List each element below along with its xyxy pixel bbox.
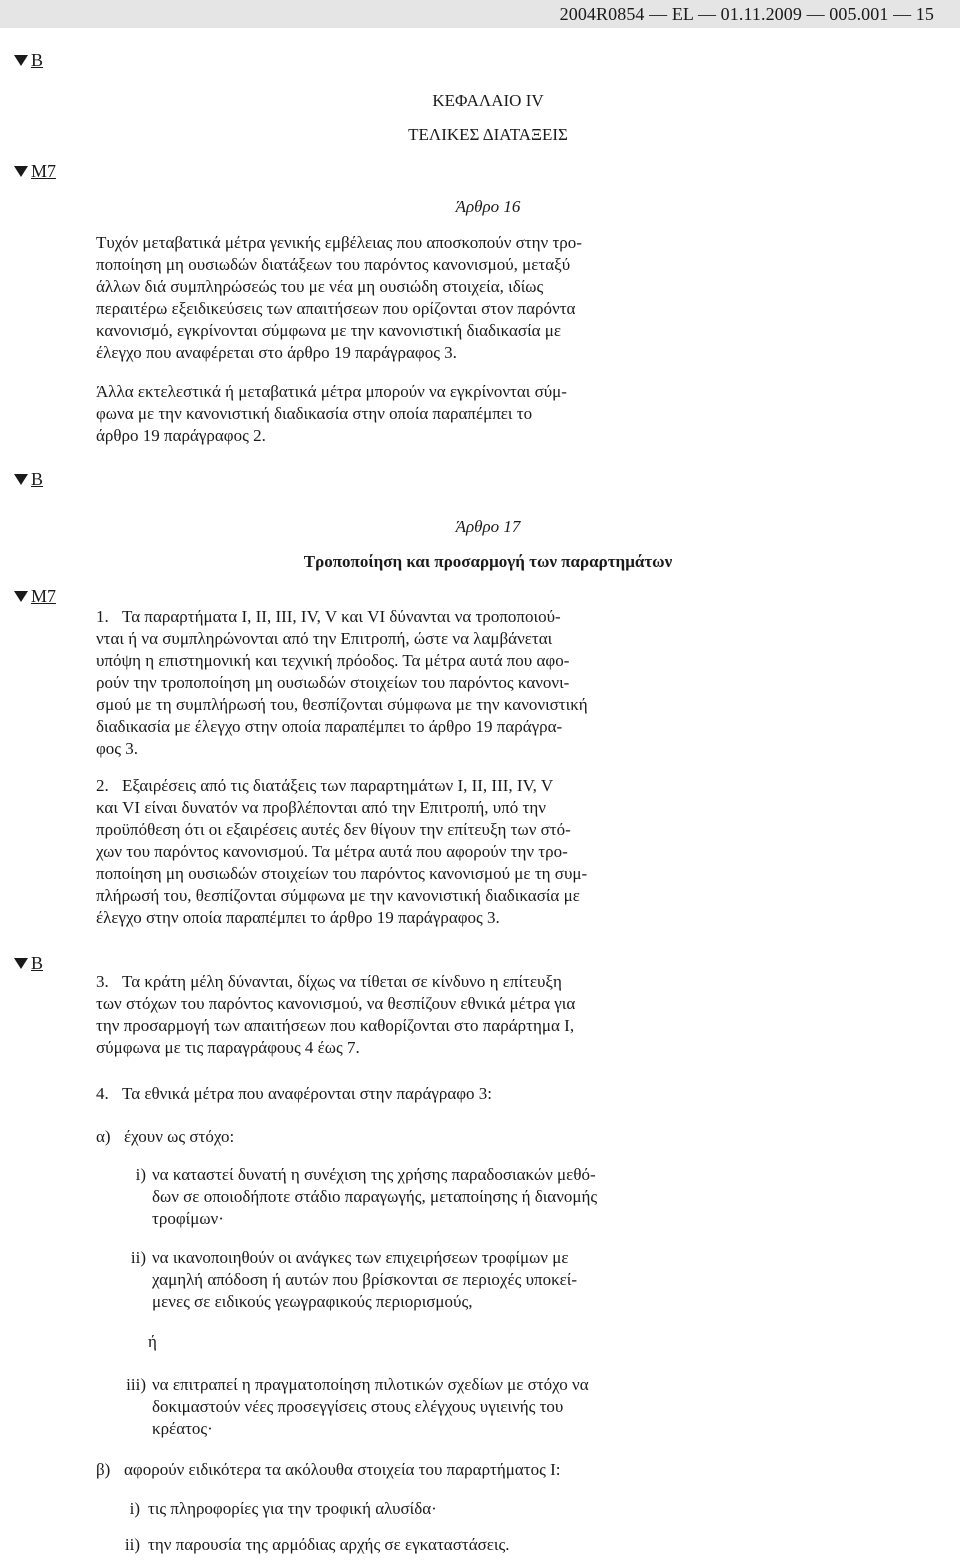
text-line: νται ή να συμπληρώνονται από την Επιτροπή, ώστε να λαμβάνεται: [96, 629, 553, 648]
list-label-i: i): [135, 1165, 146, 1184]
list-label-iii: iii): [126, 1375, 146, 1394]
text-line: πλήρωσή του, θεσπίζονται σύμφωνα με την κανονιστική διαδικασία με: [96, 886, 580, 905]
text-line: σμού με τη συμπλήρωσή του, θεσπίζονται σύμφωνα με την κανονιστική: [96, 695, 588, 714]
text-line: άρθρο 19 παράγραφος 2.: [96, 426, 266, 445]
text-line: Τα εθνικά μέτρα που αναφέρονται στην παράγραφο 3:: [122, 1084, 493, 1103]
article-16-paragraph-2: [96, 381, 880, 447]
text-line: έλεγχο στην οποία παραπέμπει το άρθρο 19 παράγραφος 3.: [96, 908, 500, 927]
text-line: φωνα με την κανονιστική διαδικασία στην οποία παραπέμπει το: [96, 404, 533, 423]
list-label-a: α): [96, 1127, 111, 1146]
text-line: Τυχόν μεταβατικά μέτρα γενικής εμβέλειας που αποσκοπούν στην τρο-: [96, 233, 582, 252]
article-17-title: Τροποποίηση και προσαρμογή των παραρτημάτων: [303, 552, 673, 571]
list-label-b-ii: ii): [124, 1535, 140, 1554]
list-item-b-ii: την παρουσία της αρμόδιας αρχής σε εγκαταστάσεις.: [148, 1535, 510, 1554]
text-line: Άλλα εκτελεστικά ή μεταβατικά μέτρα μπορούν να εγκρίνονται σύμ-: [96, 382, 567, 401]
triangle-down-icon: [14, 166, 28, 177]
paragraph-number: 1.: [96, 607, 109, 626]
text-line: μενες σε ειδικούς γεωγραφικούς περιορισμούς,: [152, 1292, 473, 1311]
page-header: [0, 0, 960, 28]
triangle-down-icon: [14, 958, 28, 969]
text-line: προϋπόθεση ότι οι εξαιρέσεις αυτές δεν θίγουν την επίτευξη των στό-: [96, 820, 571, 839]
amendment-marker-b: B: [14, 952, 43, 974]
text-line: ποποίηση μη ουσιωδών στοιχείων του παρόντος κανονισμού με τη συμ-: [96, 864, 588, 883]
text-line: να ικανοποιηθούν οι ανάγκες των επιχειρήσεων τροφίμων με: [152, 1248, 569, 1267]
list-text-b: αφορούν ειδικότερα τα ακόλουθα στοιχεία του παραρτήματος I:: [124, 1460, 561, 1479]
list-item-i: [152, 1164, 880, 1230]
text-line: χων του παρόντος κανονισμού. Τα μέτρα αυτά που αφορούν την τρο-: [96, 842, 568, 861]
amendment-marker-m7: M7: [14, 160, 56, 182]
list-text-a: έχουν ως στόχο:: [124, 1127, 235, 1146]
text-line: τροφίμων·: [152, 1209, 224, 1228]
article-17-heading: Άρθρο 17: [455, 517, 521, 536]
text-line: Εξαιρέσεις από τις διατάξεις των παραρτημάτων I, II, III, IV, V: [122, 776, 554, 795]
paragraph-number: 4.: [96, 1084, 109, 1103]
text-line: διαδικασία με έλεγχο στην οποία παραπέμπει το άρθρο 19 παράγρα-: [96, 717, 563, 736]
text-line: να επιτραπεί η πραγματοποίηση πιλοτικών σχεδίων με στόχο να: [152, 1375, 589, 1394]
article-16-paragraph-1: [96, 232, 880, 364]
text-line: δων σε οποιοδήποτε στάδιο παραγωγής, μεταποίησης ή διανομής: [152, 1187, 598, 1206]
list-item-iii: [152, 1374, 880, 1440]
list-item-b-i: τις πληροφορίες για την τροφική αλυσίδα·: [148, 1499, 437, 1518]
text-line: κρέατος·: [152, 1419, 213, 1438]
triangle-down-icon: [14, 474, 28, 485]
text-line: την προσαρμογή των απαιτήσεων που καθορίζονται στο παράρτημα I,: [96, 1016, 575, 1035]
text-line: Τα παραρτήματα I, II, III, IV, V και VI δύνανται να τροποποιού-: [122, 607, 561, 626]
conjunction-or: ή: [148, 1332, 157, 1351]
paragraph-number: 3.: [96, 972, 109, 991]
text-line: περαιτέρω εξειδικεύσεις των απαιτήσεων που ορίζονται στον παρόντα: [96, 299, 576, 318]
text-line: ποποίηση μη ουσιωδών διατάξεων του παρόντος κανονισμού, μεταξύ: [96, 255, 571, 274]
text-line: των στόχων του παρόντος κανονισμού, να θεσπίζουν εθνικά μέτρα για: [96, 994, 576, 1013]
text-line: ρούν την τροποποίηση μη ουσιωδών στοιχείων του παρόντος κανονι-: [96, 673, 570, 692]
chapter-number: ΚΕΦΑΛΑΙΟ IV: [432, 91, 544, 110]
text-line: υπόψη η επιστημονική και τεχνική πρόοδος. Τα μέτρα αυτά που αφο-: [96, 651, 570, 670]
amendment-marker-m7: M7: [14, 585, 56, 607]
list-label-ii: ii): [130, 1248, 146, 1267]
amendment-marker-b: B: [14, 49, 43, 71]
triangle-down-icon: [14, 55, 28, 66]
list-label-b-i: i): [129, 1499, 140, 1518]
article-17-paragraph-4: [96, 1083, 880, 1105]
article-17-paragraph-1: [96, 606, 880, 760]
paragraph-number: 2.: [96, 776, 109, 795]
list-label-b: β): [96, 1460, 111, 1479]
text-line: να καταστεί δυνατή η συνέχιση της χρήσης παραδοσιακών μεθό-: [152, 1165, 596, 1184]
text-line: χαμηλή απόδοση ή αυτών που βρίσκονται σε περιοχές υποκεί-: [152, 1270, 578, 1289]
text-line: Τα κράτη μέλη δύνανται, δίχως να τίθεται σε κίνδυνο η επίτευξη: [122, 972, 562, 991]
chapter-title: ΤΕΛΙΚΕΣ ΔΙΑΤΑΞΕΙΣ: [408, 125, 568, 144]
article-17-paragraph-2: [96, 775, 880, 929]
article-16-heading: Άρθρο 16: [455, 197, 521, 216]
text-line: σύμφωνα με τις παραγράφους 4 έως 7.: [96, 1038, 360, 1057]
text-line: και VI είναι δυνατόν να προβλέπονται από την Επιτροπή, υπό την: [96, 798, 546, 817]
document-reference: 2004R0854 — EL — 01.11.2009 — 005.001 — 15: [559, 4, 934, 24]
text-line: έλεγχο που αναφέρεται στο άρθρο 19 παράγραφος 3.: [96, 343, 457, 362]
list-item-ii: [152, 1247, 880, 1313]
triangle-down-icon: [14, 591, 28, 602]
text-line: φος 3.: [96, 739, 139, 758]
text-line: κανονισμό, εγκρίνονται σύμφωνα με την κανονιστική διαδικασία με: [96, 321, 562, 340]
text-line: άλλων διά συμπληρώσεώς του με νέα μη ουσιώδη στοιχεία, ιδίως: [96, 277, 544, 296]
text-line: δοκιμαστούν νέες προσεγγίσεις στους ελέγχους υγιεινής του: [152, 1397, 564, 1416]
amendment-marker-b: B: [14, 468, 43, 490]
article-17-paragraph-3: [96, 971, 880, 1059]
